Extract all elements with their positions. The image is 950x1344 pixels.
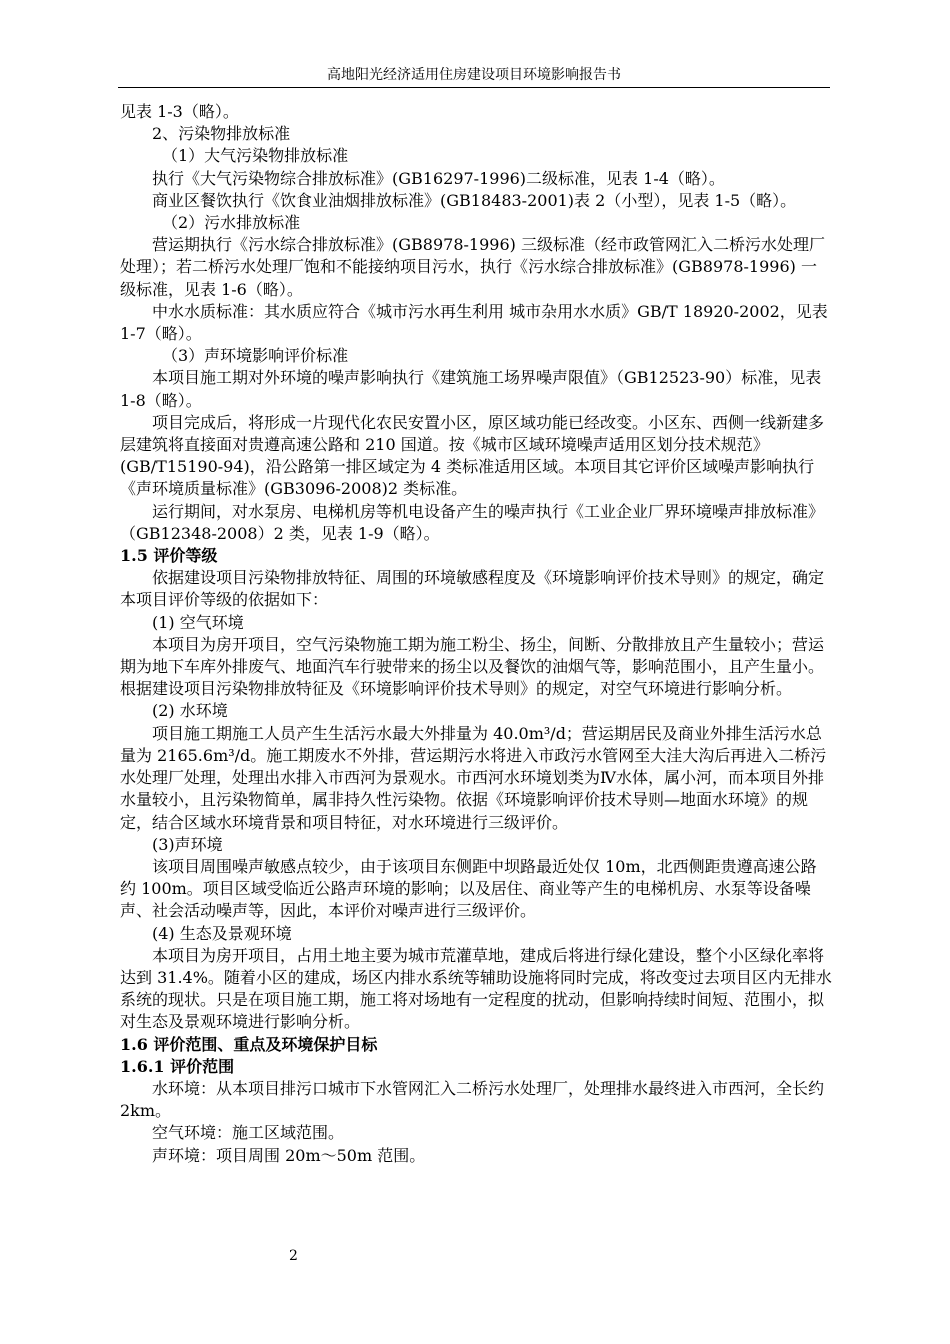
document-body	[120, 101, 832, 1167]
paragraph: 项目施工期施工人员产生生活污水最大外排量为 40.0m³/d；营运期居民及商业外排生活污水总量为 2165.6m³/d。施工期废水不外排，营运期污水将进入市政污水管网至大洼大沟后再进入二桥污水处理厂处理，处理出水排入市西河为景观水。市西河水环境划类为Ⅳ水体，属小河，而本项目外排水量较小，且污染物简单，属非持久性污染物。依据《环境影响评价技术导则—地面水环境》的规定，结合区域水环境背景和项目特征，对水环境进行三级评价。	[120, 723, 827, 832]
paragraph: 声环境：项目周围 20m～50m 范围。	[152, 1145, 426, 1165]
subsection-heading: （3）声环境影响评价标准	[162, 346, 349, 366]
paragraph: 空气环境：施工区域范围。	[152, 1123, 345, 1143]
paragraph: 执行《大气污染物综合排放标准》(GB16297-1996)二级标准，见表 1-4（略）。	[152, 168, 725, 188]
paragraph: 本项目为房开项目，空气污染物施工期为施工粉尘、扬尘，间断、分散排放且产生量较小；营运期为地下车库外排废气、地面汽车行驶带来的扬尘以及餐饮的油烟气等，影响范围小，且产生量小。根据建设项目污染物排放特征及《环境影响评价技术导则》的规定，对空气环境进行影响分析。	[120, 634, 825, 699]
subsection-heading: （1）大气污染物排放标准	[162, 146, 349, 166]
paragraph: 营运期执行《污水综合排放标准》(GB8978-1996) 三级标准（经市政管网汇入二桥污水处理厂处理）；若二桥污水处理厂饱和不能接纳项目污水，执行《污水综合排放标准》(GB8978-1996) 一级标准，见表 1-6（略）。	[120, 235, 825, 299]
section-heading: 2、污染物排放标准	[152, 124, 291, 144]
paragraph: 水环境：从本项目排污口城市下水管网汇入二桥污水处理厂，处理排水最终进入市西河，全长约 2km。	[120, 1078, 825, 1121]
page-number: 2	[289, 1248, 298, 1264]
header-divider	[118, 87, 830, 88]
subsection-heading: （2）污水排放标准	[162, 213, 301, 233]
paragraph: 商业区餐饮执行《饮食业油烟排放标准》(GB18483-2001)表 2（小型），见表 1-5（略）。	[152, 190, 797, 210]
section-heading: 1.6.1 评价范围	[120, 1056, 235, 1076]
subsection-heading: (1) 空气环境	[152, 612, 244, 632]
section-heading: 1.5 评价等级	[120, 546, 218, 566]
paragraph: 依据建设项目污染物排放特征、周围的环境敏感程度及《环境影响评价技术导则》的规定，确定本项目评价等级的依据如下：	[120, 568, 825, 610]
subsection-heading: (4) 生态及景观环境	[152, 923, 292, 943]
paragraph: 运行期间，对水泵房、电梯机房等机电设备产生的噪声执行《工业企业厂界环境噪声排放标准》（GB12348-2008）2 类，见表 1-9（略）。	[120, 501, 825, 543]
paragraph: 项目完成后，将形成一片现代化农民安置小区，原区域功能已经改变。小区东、西侧一线新建多层建筑将直接面对贵遵高速公路和 210 国道。按《城市区域环境噪声适用区划分技术规范》(GB/T15190-94)，沿公路第一排区域定为 4 类标准适用区域。本项目其它评价区域噪声影响执行《声环境质量标准》(GB3096-2008)2 类标准。	[120, 412, 825, 499]
paragraph: 本项目为房开项目，占用土地主要为城市荒灌草地，建成后将进行绿化建设，整个小区绿化率将达到 31.4%。随着小区的建成，场区内排水系统等辅助设施将同时完成，将改变过去项目区内无排水系统的现状。只是在项目施工期，施工将对场地有一定程度的扰动，但影响持续时间短、范围小，拟对生态及景观环境进行影响分析。	[120, 945, 832, 1032]
subsection-heading: (2) 水环境	[152, 701, 228, 721]
paragraph: 见表 1-3（略）。	[120, 102, 239, 121]
page-header: 高地阳光经济适用住房建设项目环境影响报告书	[327, 67, 621, 83]
paragraph: 该项目周围噪声敏感点较少，由于该项目东侧距中坝路最近处仅 10m，北西侧距贵遵高速公路约 100m。项目区域受临近公路声环境的影响；以及居住、商业等产生的电梯机房、水泵等设备噪声、社会活动噪声等，因此，本评价对噪声进行三级评价。	[120, 856, 817, 921]
subsection-heading: (3)声环境	[152, 834, 223, 854]
paragraph: 中水水质标准：其水质应符合《城市污水再生利用 城市杂用水水质》GB/T 18920-2002，见表 1-7（略）。	[120, 301, 828, 344]
paragraph: 本项目施工期对外环境的噪声影响执行《建筑施工场界噪声限值》（GB12523-90）标准，见表 1-8（略）。	[120, 368, 822, 410]
section-heading: 1.6 评价范围、重点及环境保护目标	[120, 1034, 378, 1054]
